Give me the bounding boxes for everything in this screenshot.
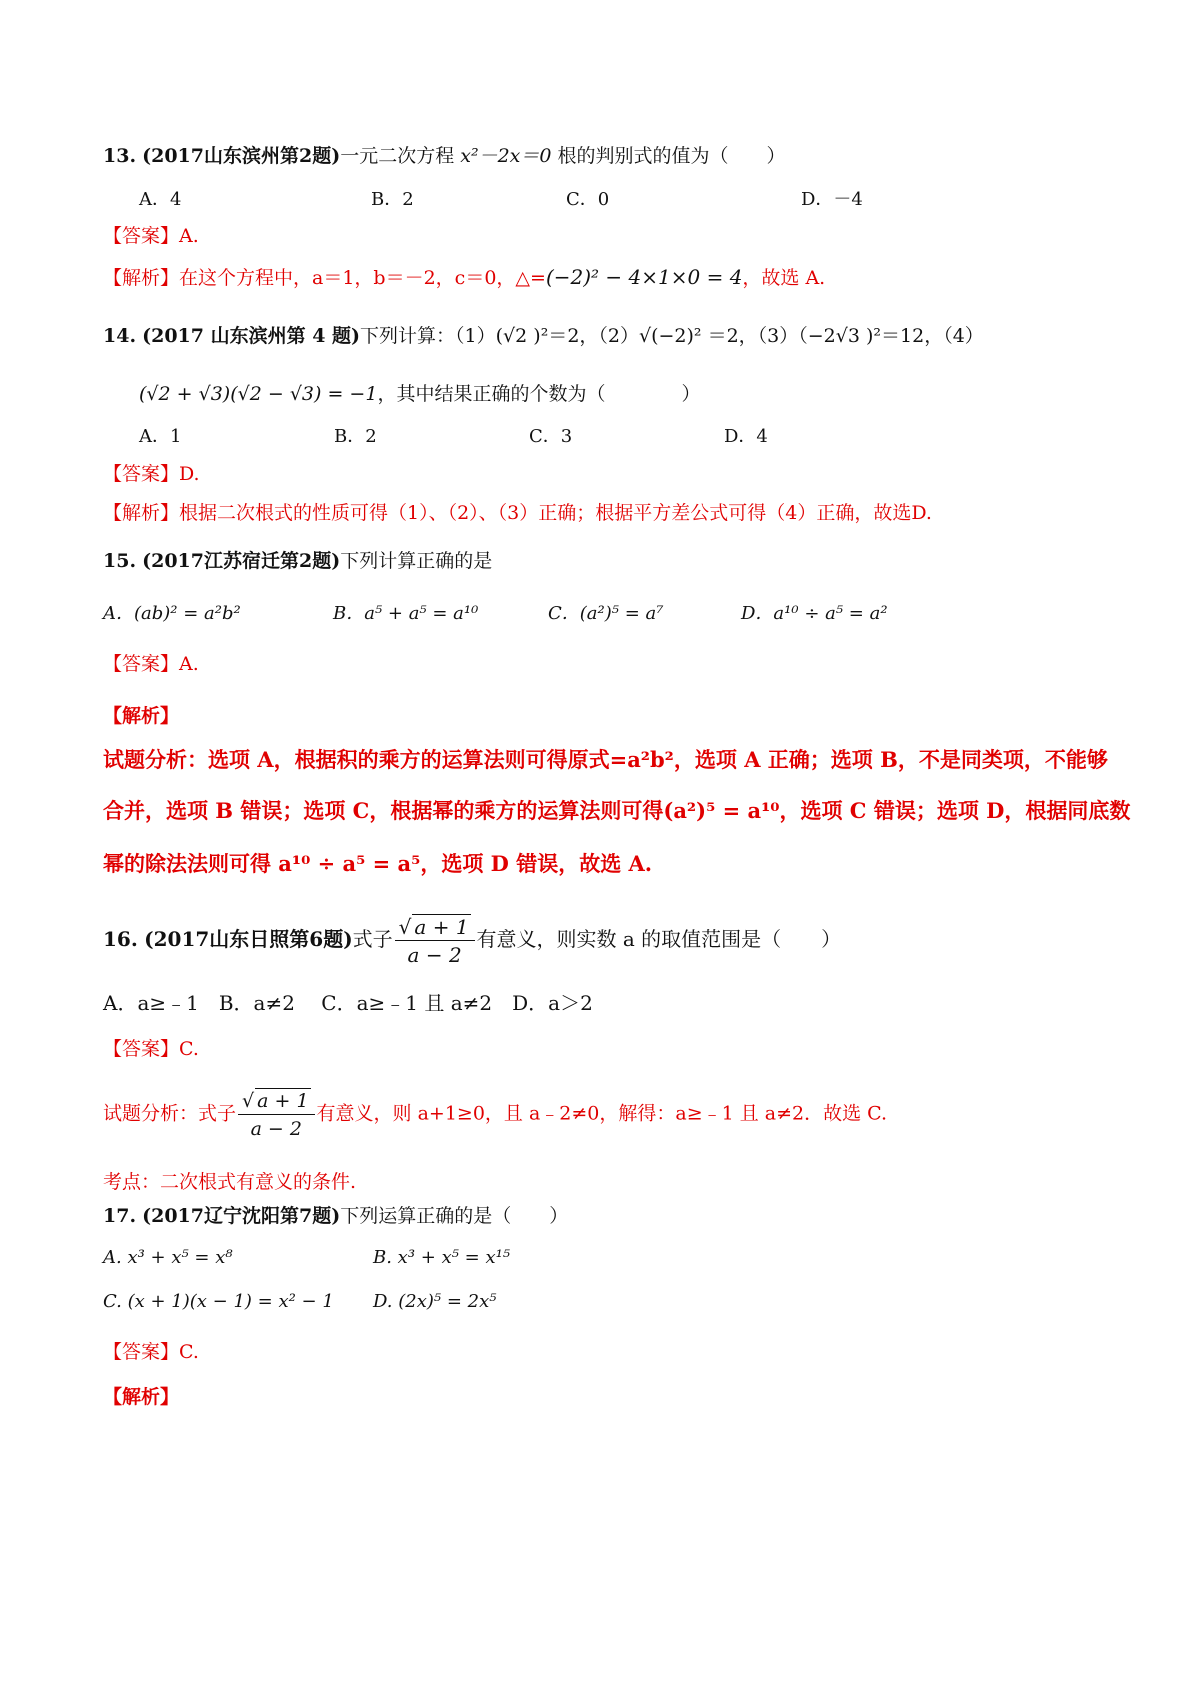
q13-equation: x²－2x＝0 [460, 145, 552, 167]
q13-number: 13. [103, 145, 137, 167]
q16-options: A．a≥﹣1 B．a≠2 C．a≥﹣1 且 a≠2 D．a＞2 [103, 991, 593, 1015]
q17-stem: 17. (2017辽宁沈阳第7题)下列运算正确的是（ ） [103, 1205, 569, 1227]
q14-stem: 14. (2017 山东滨州第 4 题)下列计算：（1）(√2 )²＝2，（2）√(−2)² ＝2，（3）（−2√3 )²＝12，（4） [103, 325, 984, 347]
q13-option-d: D．－4 [801, 189, 863, 210]
q15-number: 15. [103, 550, 137, 572]
q15-option-b: B．a⁵ + a⁵ = a¹⁰ [333, 603, 479, 624]
q15-analysis-label: 【解析】 [103, 705, 180, 727]
q16-analysis: 试题分析：式子 $\frac{√ a + 1}{a - 2}$ 有意义，则 a+1≥0，且 a﹣2≠0，解得：a≥﹣1 且 a≠2．故选 C. [103, 1090, 888, 1140]
q14-number: 14. [103, 325, 137, 347]
q15-option-d: D．a¹⁰ ÷ a⁵ = a² [741, 603, 888, 624]
q15-option-c: C．(a²)⁵ = a⁷ [548, 603, 664, 624]
q13-stem: 13. (2017山东滨州第2题)一元二次方程 x²－2x＝0 根的判别式的值为（ ） [103, 145, 786, 167]
q16-number: 16. [103, 927, 138, 951]
q13-discriminant: (−2)² − 4×1×0 = 4 [545, 265, 743, 289]
q17-analysis-label: 【解析】 [103, 1386, 180, 1408]
q16-knowledge-point: 考点：二次根式有意义的条件. [103, 1171, 357, 1193]
q13-option-c: C．0 [566, 189, 610, 210]
q17-answer: 【答案】C. [103, 1341, 199, 1363]
q16-answer: 【答案】C. [103, 1038, 199, 1060]
q17-option-d: D. (2x)⁵ = 2x⁵ [373, 1291, 497, 1312]
q16-source: (2017山东日照第6题) [144, 927, 353, 951]
q17-option-a: A. x³ + x⁵ = x⁸ [103, 1247, 233, 1268]
q15-answer: 【答案】A. [103, 653, 199, 675]
q13-answer: 【答案】A. [103, 225, 199, 247]
q15-analysis-line-2: 合并，选项 B 错误；选项 C，根据幂的乘方的运算法则可得(a²)⁵ = a¹⁰，选项 C 错误；选项 D，根据同底数 [103, 798, 1131, 823]
q16-analysis-fraction: $\frac{√ a + 1}{a - 2}$ [238, 1088, 315, 1141]
q15-option-a: A．(ab)² = a²b² [103, 603, 241, 624]
q14-stem-line2: (√2 + √3)(√2 − √3) = −1，其中结果正确的个数为（ ） [139, 383, 701, 405]
q14-option-b: B．2 [334, 426, 377, 447]
q13-analysis: 【解析】在这个方程中，a＝1，b＝－2，c＝0，△=(−2)² − 4×1×0 = 4，故选 A. [103, 265, 826, 289]
q15-stem: 15. (2017江苏宿迁第2题)下列计算正确的是 [103, 550, 493, 572]
q14-option-a: A．1 [139, 426, 182, 447]
q16-fraction: $\frac{√ a + 1}{a - 2}$ [395, 914, 475, 967]
q13-option-a: A．4 [139, 189, 182, 210]
q15-source: (2017江苏宿迁第2题) [142, 550, 341, 572]
q14-answer: 【答案】D. [103, 463, 200, 485]
q17-option-b: B. x³ + x⁵ = x¹⁵ [373, 1247, 511, 1268]
q17-number: 17. [103, 1205, 137, 1227]
q13-option-b: B．2 [371, 189, 414, 210]
q16-stem: 16. (2017山东日照第6题)式子 $\frac{√ a + 1}{a - 2}$ 有意义，则实数 a 的取值范围是（ ） [103, 915, 842, 967]
q14-source: (2017 山东滨州第 4 题) [142, 325, 361, 347]
q14-expression-4: (√2 + √3)(√2 − √3) = −1 [139, 383, 378, 405]
q14-option-c: C．3 [529, 426, 573, 447]
q13-source: (2017山东滨州第2题) [142, 145, 341, 167]
q17-source: (2017辽宁沈阳第7题) [142, 1205, 341, 1227]
q15-analysis-line-1: 试题分析：选项 A，根据积的乘方的运算法则可得原式=a²b²，选项 A 正确；选项 B，不是同类项，不能够 [103, 747, 1108, 772]
q17-option-c: C. (x + 1)(x − 1) = x² − 1 [103, 1291, 334, 1312]
q14-analysis: 【解析】根据二次根式的性质可得（1）、（2）、（3）正确；根据平方差公式可得（4）正确，故选D. [103, 502, 932, 524]
q14-option-d: D．4 [724, 426, 768, 447]
q15-analysis-line-3: 幂的除法法则可得 a¹⁰ ÷ a⁵ = a⁵，选项 D 错误，故选 A. [103, 851, 653, 876]
